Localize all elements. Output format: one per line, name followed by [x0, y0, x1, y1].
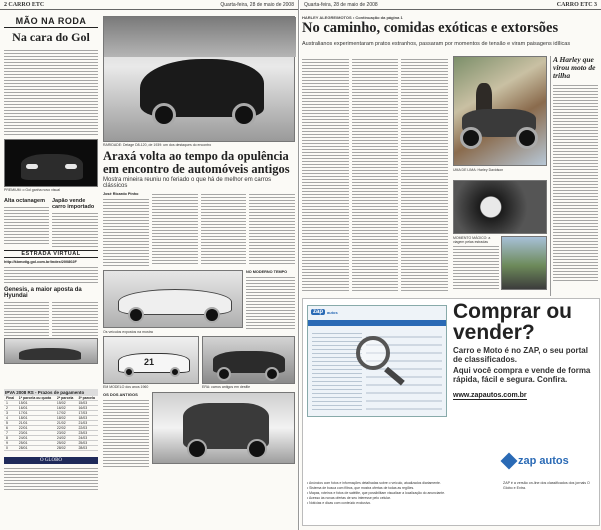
- ad-body-2: Aqui você compra e vende de forma rápida, fácil e segura. Confira.: [453, 366, 591, 384]
- estrada-virtual-link: http://kbmotig.gol.com.br/index/200802F: [4, 260, 77, 264]
- main-text-col-2: [152, 192, 198, 264]
- ipva-header-cell: 3ª parcela: [76, 396, 98, 401]
- zap-site-logo-mark: zap: [313, 309, 324, 315]
- motorcycle-photo: [453, 56, 547, 166]
- right-text-columns: [302, 57, 450, 293]
- right-section-name: CARRO ETC: [556, 2, 593, 8]
- zap-logo: [503, 455, 569, 467]
- ad-body-1: Carro e Moto é no ZAP, o seu portal de classificados.: [453, 346, 588, 364]
- right-headline: No caminho, comidas exóticas e extorsões: [302, 20, 559, 36]
- japao-text: [52, 211, 98, 247]
- ipva-cell: 23/03: [76, 431, 98, 436]
- old-roadster-photo: [202, 336, 295, 384]
- column-kicker: MÃO NA RODA: [4, 16, 98, 28]
- ipva-row: [4, 446, 98, 451]
- race-car-caption: EM MODELO dos anos 1960: [103, 385, 149, 389]
- ipva-cell: 21/02: [55, 421, 77, 426]
- zap-site-screenshot: [307, 305, 447, 417]
- zap-site-logo: zap autos: [313, 309, 338, 315]
- delage-caption: RARIDADE: Delage D8-120, de 1939: um dos destaques do encontro: [103, 143, 212, 147]
- harley-side-text: [553, 83, 598, 283]
- ipva-cell: 24/03: [76, 436, 98, 441]
- ipva-cell: 28/02: [55, 446, 77, 451]
- alta-octanagem-text: [4, 205, 49, 245]
- ipva-cell: 2: [4, 406, 17, 411]
- main-text-col-4: [249, 192, 295, 264]
- ad-bullet-item: • Mapas, roteiros e fotos de satélite, que possibilitam visualizar a localização do anunciante.: [307, 491, 446, 495]
- vintage-sedan-photo: [152, 392, 295, 464]
- sub-japao: Japão vende carro importado: [52, 198, 95, 210]
- right-folio-date: Quarta-feira, 28 de maio de 2008: [304, 2, 378, 8]
- ipva-cell: 22/01: [17, 426, 55, 431]
- ipva-cell: 25/01: [17, 441, 55, 446]
- race-car-photo: [103, 336, 199, 384]
- speedometer-caption: MOMENTO MÁGICO: a viagem pelas estradas: [453, 236, 491, 244]
- old-roadster-caption: ERA: carros antigos em desfile: [202, 385, 251, 389]
- ipva-table-title: IPVA 2008 RS - Prazos de pagamento: [4, 389, 98, 396]
- main-byline: José Ricardo Pinho: [103, 192, 139, 196]
- main-story: [103, 16, 295, 468]
- ipva-cell: 15/02: [55, 401, 77, 406]
- ipva-cell: 8: [4, 436, 17, 441]
- ad-bullet-item: • Sistema de busca com filtros, que mostra ofertas de todas as regiões.: [307, 486, 415, 490]
- momento-text: [453, 244, 499, 290]
- ipva-cell: 21/03: [76, 421, 98, 426]
- right-page: [300, 0, 601, 530]
- ad-headline-1: Comprar ou: [453, 300, 573, 323]
- ipva-cell: 18/02: [55, 416, 77, 421]
- ipva-table-box: [4, 389, 98, 490]
- ipva-cell: 1: [4, 401, 17, 406]
- left-page-number: 2: [4, 2, 7, 8]
- ipva-cell: 22/02: [55, 426, 77, 431]
- ad-bullet-item: • Acesso às novas ofertas de seu interesse pelo celular.: [307, 496, 391, 500]
- top-kicker: HARLEY ALEGRE/MOTOS • Continuação da página 1: [302, 15, 403, 20]
- ipva-cell: 23/01: [17, 431, 55, 436]
- side-box-text: [246, 275, 295, 329]
- left-folio: [0, 0, 298, 10]
- ipva-header-cell: 1ª parcela ou quota: [17, 396, 55, 401]
- sub-alta-octanagem: Alta octanagem: [4, 198, 45, 204]
- ad-headline-2: vender?: [453, 321, 535, 344]
- genesis-photo: [4, 338, 98, 364]
- ipva-cell: 7: [4, 431, 17, 436]
- ipva-cell: 21/01: [17, 421, 55, 426]
- harley-side-title: A Harley que virou moto de trilha: [553, 55, 596, 80]
- column-title: Na cara do Gol: [12, 30, 90, 44]
- ipva-cell: 17/03: [76, 411, 98, 416]
- right-text-col-1: [302, 57, 349, 293]
- virtual-text: [4, 265, 98, 285]
- right-page-number: 3: [594, 2, 597, 8]
- car-front-photo: [4, 139, 98, 187]
- main-deck: Mostra mineira reuniu no feriado o que há de melhor em carros clássicos: [103, 177, 272, 189]
- right-deck: Australianos experimentaram pratos estranhos, passaram por momentos de tensão e viram paisagens idílicas: [302, 41, 571, 47]
- ad-url-link[interactable]: www.zapautos.com.br: [453, 392, 527, 399]
- ipva-cell: 17/02: [55, 411, 77, 416]
- ipva-cell: 25/03: [76, 441, 98, 446]
- sub-genesis: Genesis, a maior aposta da Hyundai: [4, 287, 82, 299]
- ipva-cell: 18/03: [76, 416, 98, 421]
- ipva-cell: 18/01: [17, 416, 55, 421]
- ad-footer: ZAP é a versão on-line dos classificados dos jornais O Globo e Extra.: [503, 481, 590, 490]
- roadster-photo: [103, 270, 243, 328]
- ipva-cell: 23/02: [55, 431, 77, 436]
- ipva-cell: 4: [4, 416, 17, 421]
- zap-logo-text: zap autos: [518, 455, 569, 467]
- ad-bullets: [307, 481, 497, 506]
- main-headline: Araxá volta ao tempo da opulência em encontro de automóveis antigos: [103, 149, 290, 176]
- main-text-col-1: [103, 197, 149, 267]
- ipva-header-cell: 2ª parcela: [55, 396, 77, 401]
- zap-site-filters: [312, 330, 362, 410]
- right-folio: [300, 0, 601, 10]
- column-mao-na-roda: [4, 16, 98, 364]
- zap-site-nav: [308, 320, 446, 326]
- ipva-cell: 6: [4, 426, 17, 431]
- ipva-cell: 0: [4, 446, 17, 451]
- ipva-cell: 17/01: [17, 411, 55, 416]
- race-number: 21: [144, 357, 155, 367]
- estrada-virtual-label: ESTRADA VIRTUAL: [4, 250, 98, 258]
- delage-car-photo: [103, 16, 295, 142]
- side-box-label: NO MODERNO TEMPO: [246, 270, 288, 274]
- car-front-caption: PREMIUM: o Gol ganha novo visual: [4, 188, 61, 192]
- main-text-col-3: [201, 192, 247, 264]
- footer-text: [4, 466, 98, 490]
- column-body-text: [4, 48, 98, 136]
- box-label: OS DOS ANTIGOS: [103, 392, 138, 397]
- ad-bullet-item: • Anúncios com fotos e informações detalhadas sobre o veículo, atualizados diariamente.: [307, 481, 441, 485]
- speedometer-photo: [453, 180, 547, 234]
- ipva-cell: 16/01: [17, 406, 55, 411]
- genesis-text-2: [52, 300, 98, 336]
- landscape-photo: [501, 236, 547, 290]
- zap-ad-copy: [453, 301, 597, 402]
- genesis-text-1: [4, 300, 49, 336]
- ipva-cell: 24/02: [55, 436, 77, 441]
- zap-ad-box: [302, 298, 600, 526]
- ipva-cell: 15/01: [17, 401, 55, 406]
- ipva-cell: 5: [4, 421, 17, 426]
- zap-logo-diamond: [501, 453, 518, 470]
- motorcycle-caption: UMA DE LIMA: Harley Davidson: [453, 168, 504, 172]
- ipva-cell: 22/03: [76, 426, 98, 431]
- ipva-cell: 28/03: [76, 446, 98, 451]
- ipva-cell: 9: [4, 441, 17, 446]
- left-folio-date: Quarta-feira, 28 de maio de 2008: [220, 2, 294, 8]
- ipva-cell: 15/03: [76, 401, 98, 406]
- box-text: [103, 398, 149, 468]
- ipva-cell: 28/01: [17, 446, 55, 451]
- ipva-cell: 25/02: [55, 441, 77, 446]
- harley-side-box: [550, 56, 598, 296]
- ipva-header-cell: Final: [4, 396, 17, 401]
- o-globo-bar: O GLOBO: [4, 457, 98, 464]
- right-text-col-3: [401, 57, 448, 293]
- ipva-cell: 16/02: [55, 406, 77, 411]
- right-text-col-2: [352, 57, 398, 293]
- left-section-name: CARRO ETC: [8, 2, 45, 8]
- ipva-table: [4, 396, 98, 451]
- ad-bullet-item: • Notícias e dicas com conteúdo exclusivo.: [307, 501, 372, 505]
- left-page: [0, 0, 299, 530]
- magnifier-icon: [356, 336, 390, 370]
- ipva-cell: 16/03: [76, 406, 98, 411]
- ipva-cell: 3: [4, 411, 17, 416]
- ipva-cell: 24/01: [17, 436, 55, 441]
- roadster-caption: Os veículos expostos na mostra: [103, 330, 153, 334]
